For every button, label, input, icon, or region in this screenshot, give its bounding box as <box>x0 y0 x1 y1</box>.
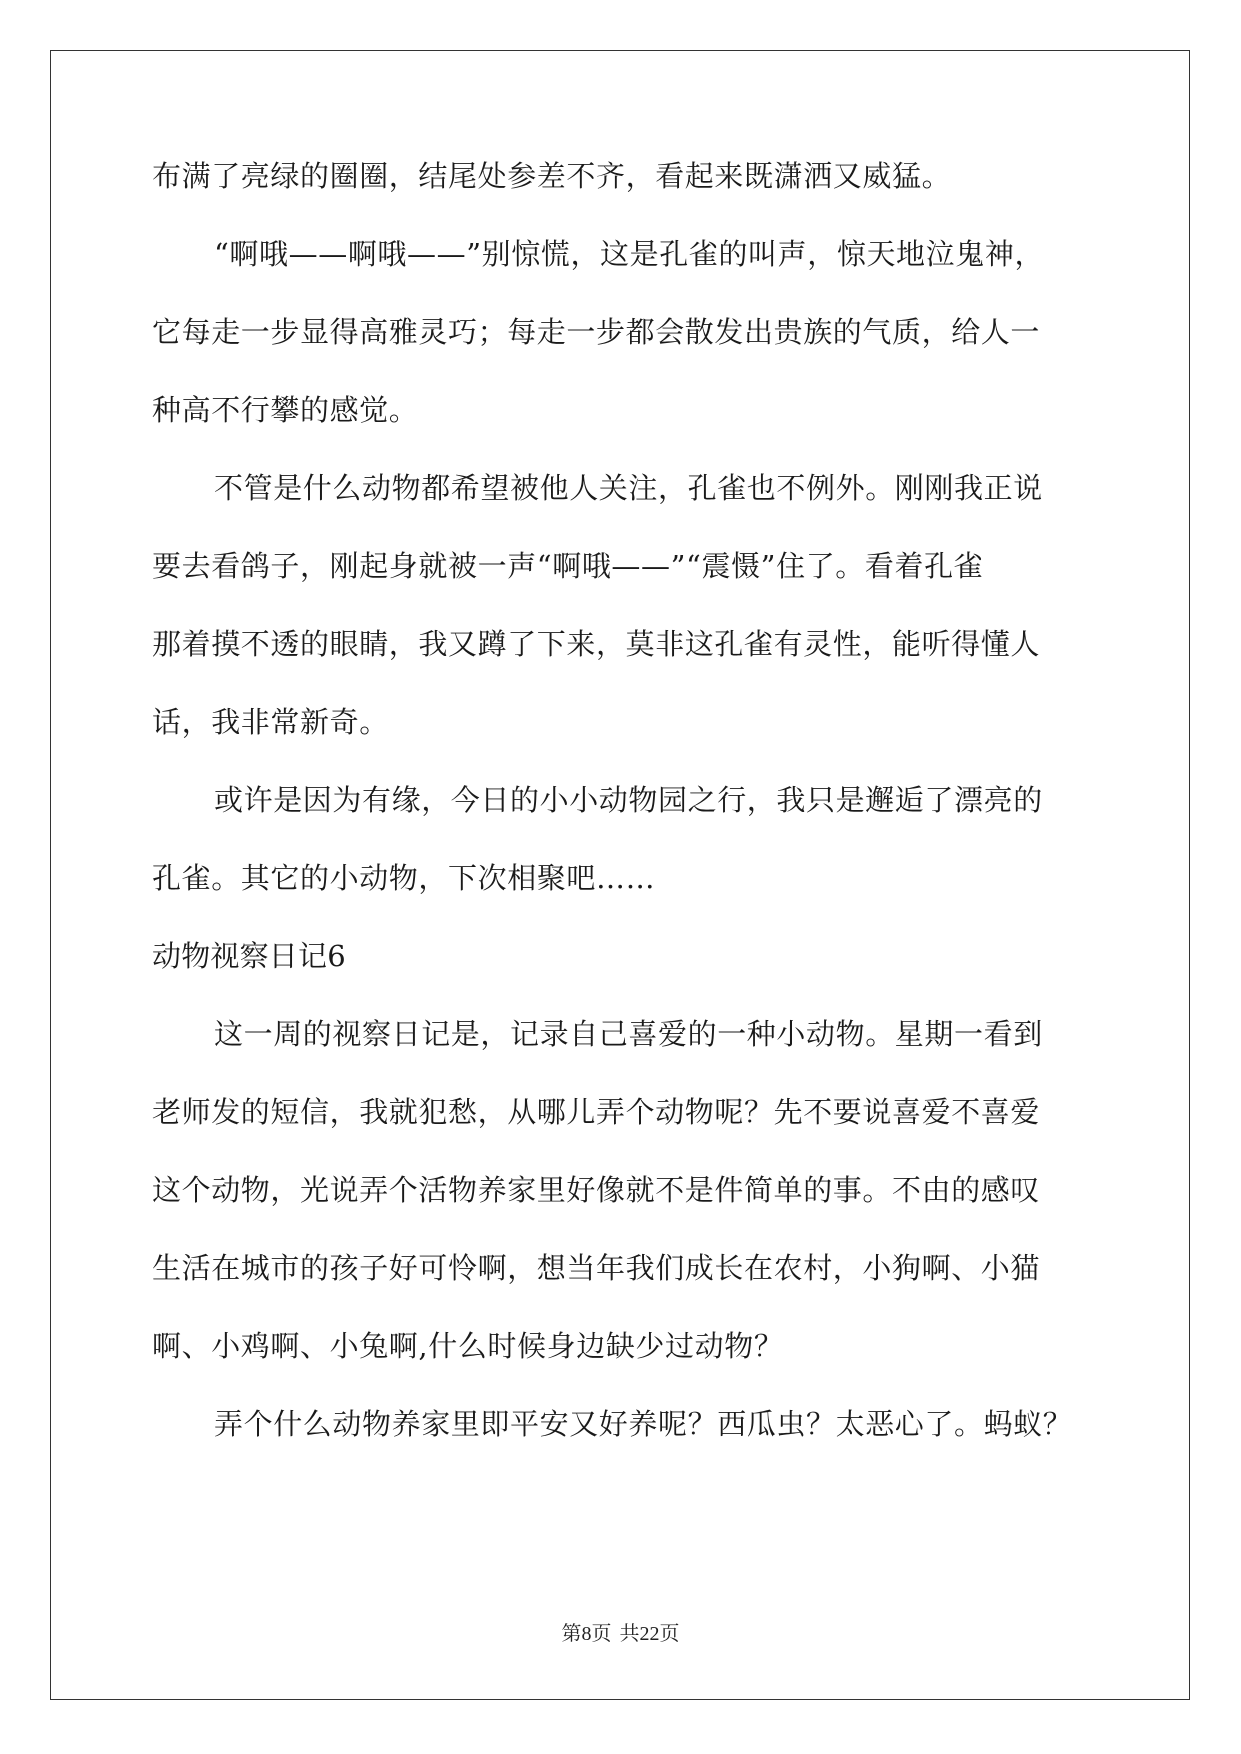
text-line: 或许是因为有缘，今日的小小动物园之行，我只是邂逅了漂亮的 <box>214 783 1043 817</box>
text-line: 要去看鸽子，刚起身就被一声“啊哦——”“震慑”住了。看着孔雀 <box>152 549 984 583</box>
text-line: 这个动物，光说弄个活物养家里好像就不是件简单的事。不由的感叹 <box>152 1173 1041 1207</box>
text-line: 不管是什么动物都希望被他人关注，孔雀也不例外。刚刚我正说 <box>214 471 1043 505</box>
page-footer <box>0 1622 1241 1646</box>
text-line: 生活在城市的孩子好可怜啊，想当年我们成长在农村，小狗啊、小猫 <box>152 1251 1041 1285</box>
text-line: 啊、小鸡啊、小兔啊,什么时候身边缺少过动物？ <box>152 1329 784 1363</box>
text-line: 孔雀。其它的小动物，下次相聚吧…… <box>152 861 656 895</box>
text-line: 弄个什么动物养家里即平安又好养呢？西瓜虫？太恶心了。蚂蚁？ <box>214 1407 1073 1441</box>
page-total: 共22页 <box>619 1623 680 1645</box>
text-line: 话，我非常新奇。 <box>152 705 389 739</box>
section-heading: 动物视察日记6 <box>152 939 346 973</box>
text-line: 种高不行攀的感觉。 <box>152 393 419 427</box>
text-line: 那着摸不透的眼睛，我又蹲了下来，莫非这孔雀有灵性，能听得懂人 <box>152 627 1041 661</box>
text-line: 老师发的短信，我就犯愁，从哪儿弄个动物呢？先不要说喜爱不喜爱 <box>152 1095 1041 1129</box>
text-line: 这一周的视察日记是，记录自己喜爱的一种小动物。星期一看到 <box>214 1017 1043 1051</box>
text-line: 它每走一步显得高雅灵巧；每走一步都会散发出贵族的气质，给人一 <box>152 315 1041 349</box>
page-number: 第8页 <box>561 1623 612 1645</box>
text-line: 布满了亮绿的圈圈，结尾处参差不齐，看起来既潇洒又威猛。 <box>152 159 952 193</box>
text-line: “啊哦——啊哦——”别惊慌，这是孔雀的叫声，惊天地泣鬼神， <box>214 237 1045 271</box>
